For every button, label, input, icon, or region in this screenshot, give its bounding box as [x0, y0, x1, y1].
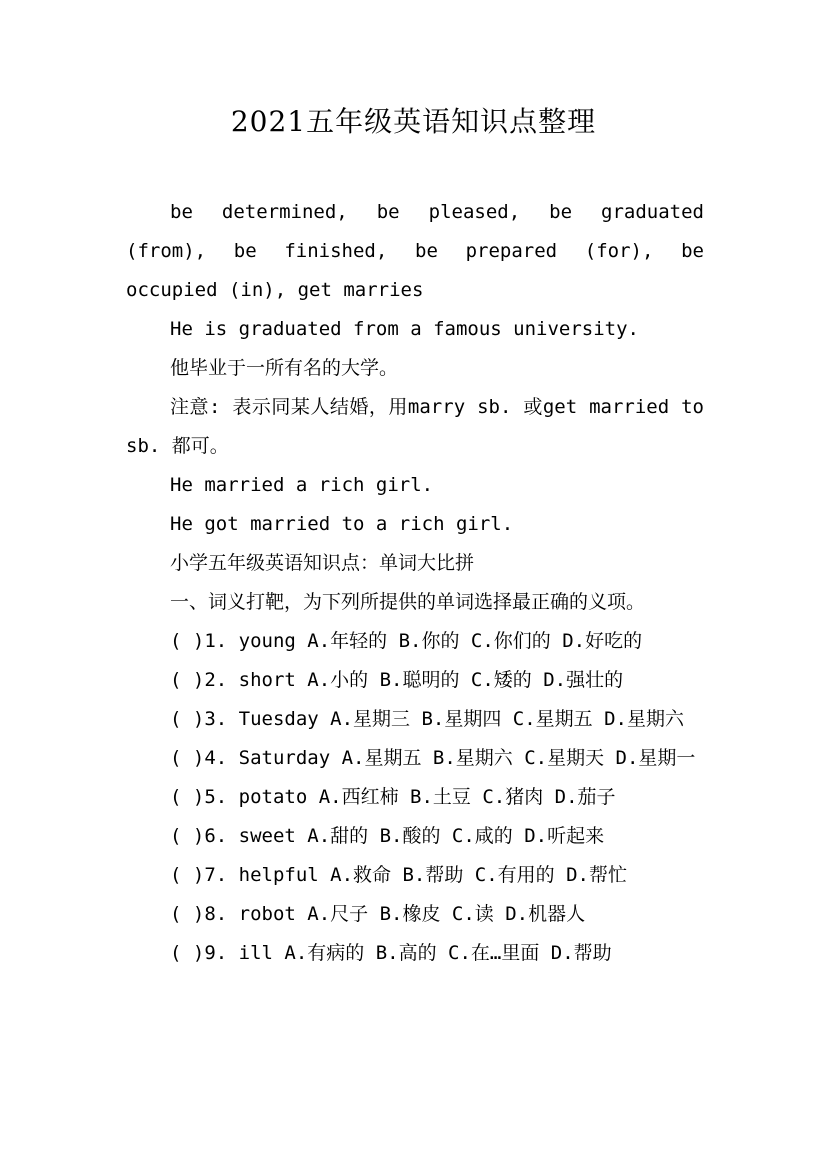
question-item-4: ( )4. Saturday A.星期五 B.星期六 C.星期天 D.星期一	[170, 747, 696, 769]
paragraph-3: 他毕业于一所有名的大学。	[170, 357, 399, 379]
question-item-6: ( )6. sweet A.甜的 B.酸的 C.咸的 D.听起来	[170, 825, 605, 847]
paragraph-2: He is graduated from a famous university.	[170, 318, 639, 340]
paragraph-6: He got married to a rich girl.	[170, 513, 514, 535]
question-item-5: ( )5. potato A.西红柿 B.土豆 C.猪肉 D.茄子	[170, 786, 616, 808]
question-item-2: ( )2. short A.小的 B.聪明的 C.矮的 D.强壮的	[170, 669, 624, 691]
paragraph-5: He married a rich girl.	[170, 474, 434, 496]
question-item-9: ( )9. ill A.有病的 B.高的 C.在…里面 D.帮助	[170, 942, 612, 964]
question-item-7: ( )7. helpful A.救命 B.帮助 C.有用的 D.帮忙	[170, 864, 627, 886]
question-item-3: ( )3. Tuesday A.星期三 B.星期四 C.星期五 D.星期六	[170, 708, 684, 730]
question-item-1: ( )1. young A.年轻的 B.你的 C.你们的 D.好吃的	[170, 630, 643, 652]
exercise-instruction: 一、词义打靶，为下列所提供的单词选择最正确的义项。	[170, 591, 646, 613]
question-item-8: ( )8. robot A.尺子 B.橡皮 C.读 D.机器人	[170, 903, 586, 925]
paragraph-4: 注意: 表示同某人结婚，用marry sb. 或get married to sb. 都可。	[126, 396, 704, 457]
document-title: 2021五年级英语知识点整理	[230, 105, 597, 138]
paragraph-1: be determined, be pleased, be graduated (from), be finished, be prepared (for), be occupied (in), get marries	[126, 201, 704, 301]
section-heading: 小学五年级英语知识点：单词大比拼	[170, 552, 475, 574]
document-body	[126, 193, 704, 973]
